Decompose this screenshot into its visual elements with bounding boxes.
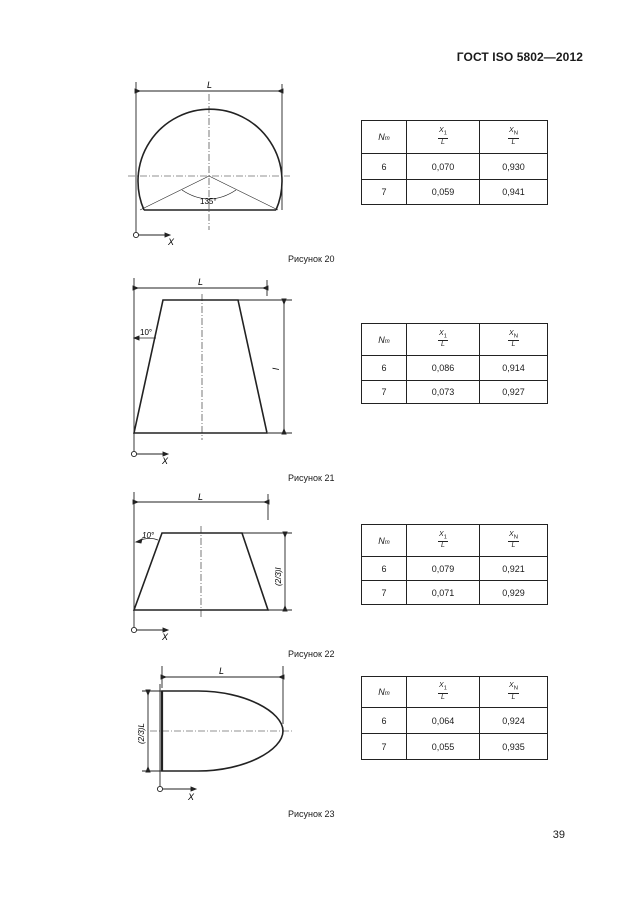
col-n-header: Nт <box>362 677 407 708</box>
col-x1-header: $\frac{X_1}{L}$ <box>407 121 480 154</box>
table-row: 6 0,079 0,921 <box>362 557 548 581</box>
figure-21-origin <box>131 451 136 456</box>
figure-21-table <box>361 323 548 404</box>
figure-20-origin <box>133 232 138 237</box>
figure-22-drawing <box>120 490 300 645</box>
figure-22-dim-label: L <box>198 492 204 502</box>
figure-20-caption: Рисунок 20 <box>288 254 335 264</box>
page-number: 39 <box>552 829 565 841</box>
table-row: 7 0,071 0,929 <box>362 581 548 605</box>
table-row: 7 0,059 0,941 <box>362 180 548 205</box>
table-row: 7 0,073 0,927 <box>362 381 548 404</box>
col-n-header: Nт <box>362 121 407 154</box>
figure-21-caption: Рисунок 21 <box>288 473 335 483</box>
col-n-header: Nт <box>362 324 407 356</box>
figure-22-axis-label: X <box>162 632 169 642</box>
col-xn-header: $\frac{X_N}{L}$ <box>480 324 548 356</box>
col-xn-header: $\frac{X_N}{L}$ <box>480 525 548 557</box>
document-header: ГОСТ ISO 5802—2012 <box>456 50 583 64</box>
figure-23-dim-label: L <box>219 666 225 676</box>
table-row: 6 0,086 0,914 <box>362 356 548 381</box>
table-row: 6 0,070 0,930 <box>362 154 548 180</box>
figure-22-caption: Рисунок 22 <box>288 649 335 659</box>
col-xn-header: $\frac{X_N}{L}$ <box>480 121 548 154</box>
figure-22-origin <box>131 627 136 632</box>
figure-21-drawing <box>120 276 300 466</box>
col-x1-header: $\frac{X_1}{L}$ <box>407 324 480 356</box>
col-n-header: Nт <box>362 525 407 557</box>
figure-22-table <box>361 524 548 605</box>
figure-21-angle-label: 10° <box>140 328 153 337</box>
col-x1-header: $\frac{X_1}{L}$ <box>407 677 480 708</box>
figure-21-dim-label: L <box>198 277 204 287</box>
figure-20-dim-label: L <box>207 80 213 90</box>
figure-20-drawing <box>120 80 300 250</box>
figure-23-table <box>361 676 548 760</box>
figure-22-height-label: (2/3)l <box>274 567 283 586</box>
figure-23-caption: Рисунок 23 <box>288 809 335 819</box>
figure-23-height-label: (2/3)L <box>137 723 146 744</box>
table-row: 6 0,064 0,924 <box>362 708 548 734</box>
figure-23-axis-label: X <box>188 792 195 802</box>
col-xn-header: $\frac{X_N}{L}$ <box>480 677 548 708</box>
figure-21-axis-label: X <box>162 456 169 466</box>
col-x1-header: $\frac{X_1}{L}$ <box>407 525 480 557</box>
figure-22-angle-label: 10° <box>142 531 155 540</box>
figure-20-angle-label: 135° <box>200 197 217 206</box>
table-row: 7 0,055 0,935 <box>362 734 548 760</box>
figure-20-table <box>361 120 548 205</box>
figure-23-drawing <box>120 664 305 804</box>
figure-21-height-label: l <box>271 368 281 370</box>
figure-23-origin <box>157 786 162 791</box>
figure-20-axis-label: X <box>168 237 175 247</box>
